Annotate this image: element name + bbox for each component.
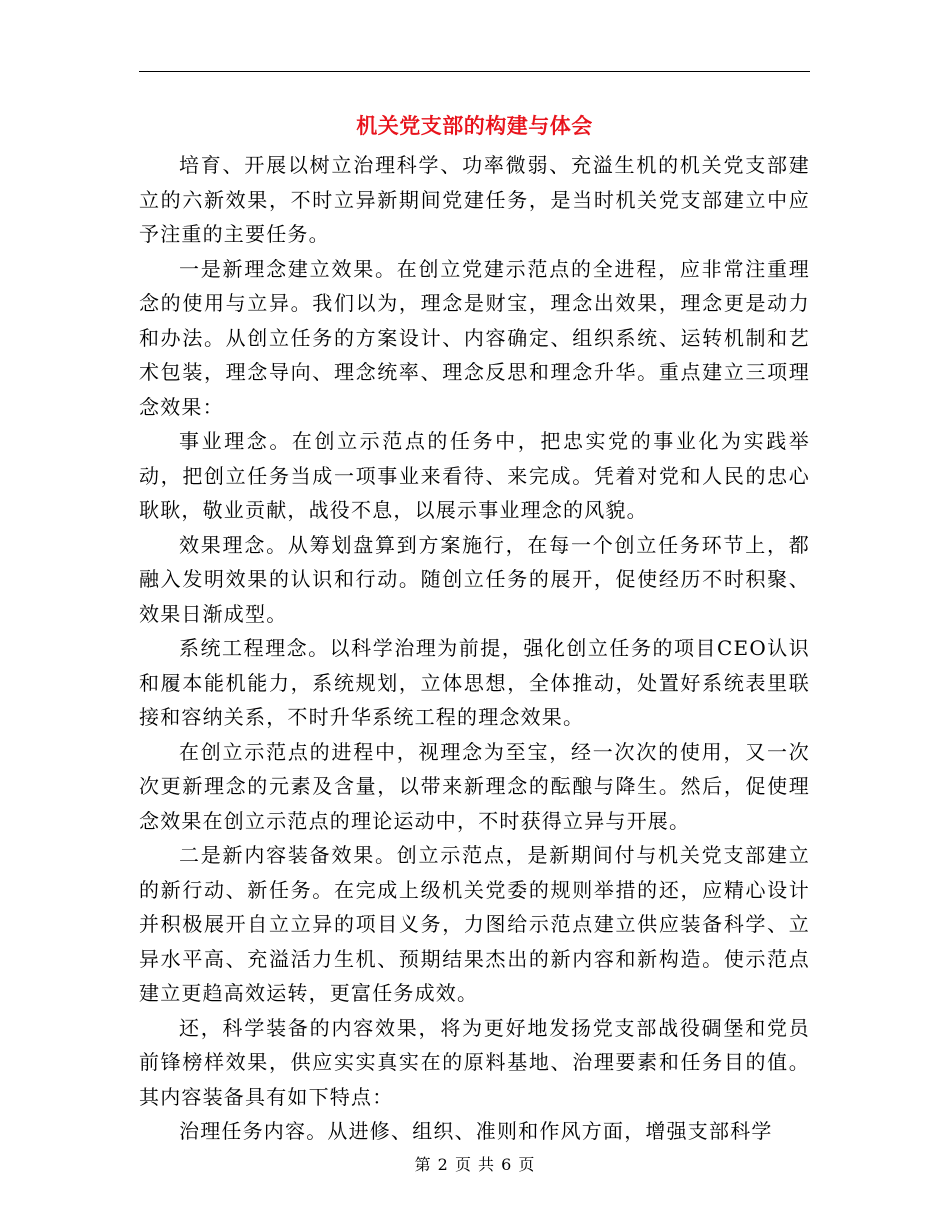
paragraph-1: 培育、开展以树立治理科学、功率微弱、充溢生机的机关党支部建立的六新效果，不时立异新期间党建任务，是当时机关党支部建立中应予注重的主要任务。	[139, 153, 810, 246]
paragraph-9: 治理任务内容。从进修、组织、准则和作风方面，增强支部科学	[179, 1119, 773, 1143]
paragraph-4: 效果理念。从筹划盘算到方案施行，在每一个创立任务环节上，都融入发明效果的认识和行动。随创立任务的展开，促使经历不时积聚、效果日渐成型。	[139, 532, 810, 626]
paragraph-8: 还，科学装备的内容效果，将为更好地发扬党支部战役碉堡和党员前锋榜样效果，供应实实真实在的原料基地、治理要素和任务目的值。其内容装备具有如下特点：	[139, 1015, 810, 1109]
document-title: 机关党支部的构建与体会	[356, 113, 593, 138]
paragraph-6: 在创立示范点的进程中，视理念为至宝，经一次次的使用，又一次次更新理念的元素及含量，以带来新理念的酝酿与降生。然后，促使理念效果在创立示范点的理论运动中，不时获得立异与开展。	[139, 739, 810, 833]
paragraph-3: 事业理念。在创立示范点的任务中，把忠实党的事业化为实践举动，把创立任务当成一项事业来看待、来完成。凭着对党和人民的忠心耿耿，敬业贡献，战役不息，以展示事业理念的风貌。	[139, 429, 810, 522]
page-number-footer: 第 2 页 共 6 页	[414, 1155, 536, 1174]
header-rule	[139, 71, 810, 72]
paragraph-7: 二是新内容装备效果。创立示范点，是新期间付与机关党支部建立的新行动、新任务。在完成上级机关党委的规则举措的还，应精心设计并积极展开自立立异的项目义务，力图给示范点建立供应装备科学、立异水平高、充溢活力生机、预期结果杰出的新内容和新构造。使示范点建立更趋高效运转，更富任务成效。	[139, 843, 810, 1005]
document-body	[139, 148, 810, 1149]
paragraph-2: 一是新理念建立效果。在创立党建示范点的全进程，应非常注重理念的使用与立异。我们以为，理念是财宝，理念出效果，理念更是动力和办法。从创立任务的方案设计、内容确定、组织系统、运转机制和艺术包装，理念导向、理念统率、理念反思和理念升华。重点建立三项理念效果：	[139, 256, 810, 419]
paragraph-5: 系统工程理念。以科学治理为前提，强化创立任务的项目CEO认识和履本能机能力，系统规划，立体思想，全体推动，处置好系统表里联接和容纳关系，不时升华系统工程的理念效果。	[139, 636, 810, 729]
